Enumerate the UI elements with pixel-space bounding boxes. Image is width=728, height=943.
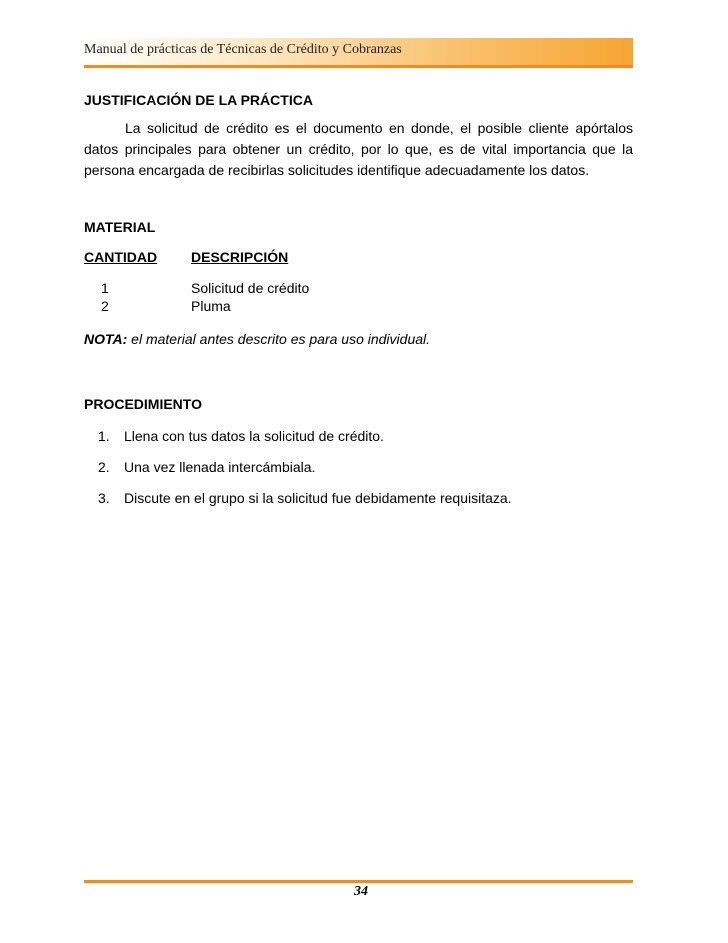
step-number: 1. bbox=[98, 428, 110, 444]
step-text: Llena con tus datos la solicitud de crédito. bbox=[124, 428, 384, 444]
material-row-1-cantidad: 1 bbox=[101, 280, 109, 296]
document-header-title: Manual de prácticas de Técnicas de Crédito y Cobranzas bbox=[84, 42, 402, 57]
procedimiento-heading: PROCEDIMIENTO bbox=[84, 396, 202, 412]
justificacion-heading: JUSTIFICACIÓN DE LA PRÁCTICA bbox=[84, 92, 313, 108]
material-row-2-descripcion: Pluma bbox=[191, 298, 231, 314]
material-note bbox=[84, 331, 430, 347]
step-text: Una vez llenada intercámbiala. bbox=[124, 459, 316, 475]
procedure-step bbox=[98, 490, 512, 506]
procedure-step bbox=[98, 428, 384, 444]
step-number: 2. bbox=[98, 459, 110, 475]
note-label: NOTA: bbox=[84, 331, 128, 347]
material-heading: MATERIAL bbox=[84, 219, 156, 235]
step-number: 3. bbox=[98, 490, 110, 506]
page-number: 34 bbox=[354, 884, 368, 899]
justificacion-paragraph: La solicitud de crédito es el documento en donde, el posible cliente apórtalos datos principales para obtener un crédito, por lo que, es de vital importancia que la persona encargada de recibirlas solicitudes identifique adecuadamente los datos. bbox=[84, 120, 633, 178]
step-text: Discute en el grupo si la solicitud fue debidamente requisitaza. bbox=[124, 490, 512, 506]
column-header-descripcion: DESCRIPCIÓN bbox=[191, 249, 289, 265]
material-row-2-cantidad: 2 bbox=[101, 298, 109, 314]
footer-divider bbox=[84, 880, 633, 883]
column-header-cantidad: CANTIDAD bbox=[84, 249, 158, 265]
material-row-1-descripcion: Solicitud de crédito bbox=[191, 280, 310, 296]
procedure-step bbox=[98, 459, 315, 475]
note-text: el material antes descrito es para uso individual. bbox=[127, 331, 431, 347]
